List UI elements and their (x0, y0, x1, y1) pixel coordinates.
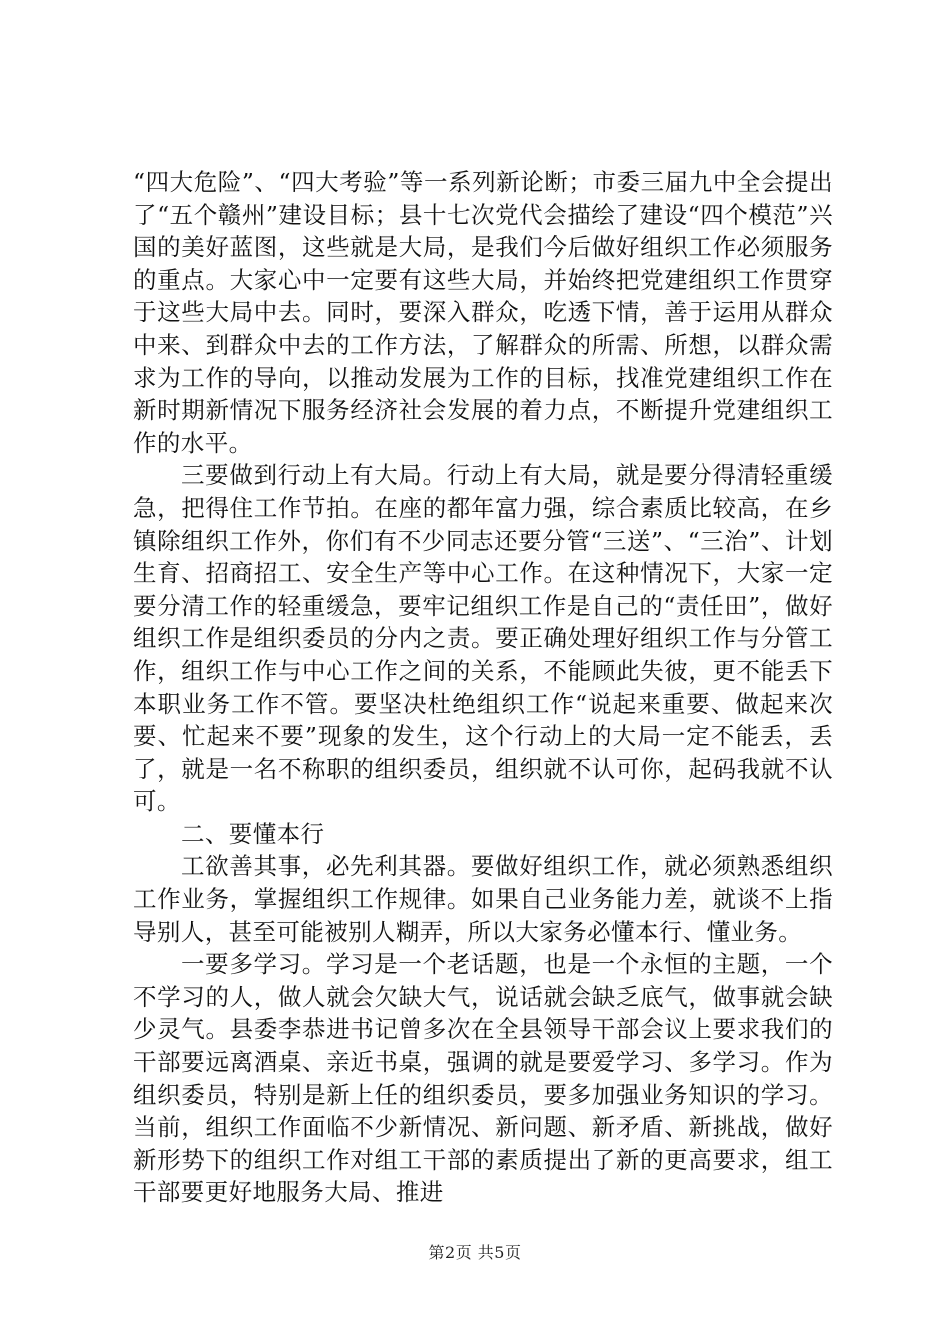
document-body (133, 166, 833, 1209)
paragraph-4: 一要多学习。学习是一个老话题，也是一个永恒的主题，一个不学习的人，做人就会欠缺大气，说话就会缺乏底气，做事就会缺少灵气。县委李恭进书记曾多次在全县领导干部会议上要求我们的干部要远离酒桌、亲近书桌，强调的就是要爱学习、多学习。作为组织委员，特别是新上任的组织委员，要多加强业务知识的学习。当前，组织工作面临不少新情况、新问题、新矛盾、新挑战，做好新形势下的组织工作对组工干部的素质提出了新的更高要求，组工干部要更好地服务大局、推进 (133, 950, 833, 1207)
paragraph-2: 三要做到行动上有大局。行动上有大局，就是要分得清轻重缓急，把得住工作节拍。在座的都年富力强，综合素质比较高，在乡镇除组织工作外，你们有不少同志还要分管“三送”、“三治”、计划生育、招商招工、安全生产等中心工作。在这种情况下，大家一定要分清工作的轻重缓急，要牢记组织工作是自己的“责任田”，做好组织工作是组织委员的分内之责。要正确处理好组织工作与分管工作，组织工作与中心工作之间的关系，不能顾此失彼，更不能丢下本职业务工作不管。要坚决杜绝组织工作“说起来重要、做起来次要、忙起来不要”现象的发生，这个行动上的大局一定不能丢，丢了，就是一名不称职的组织委员，组织就不认可你，起码我就不认可。 (133, 461, 833, 816)
page-number-footer: 第2页 共5页 (428, 1243, 522, 1262)
paragraph-1: “四大危险”、“四大考验”等一系列新论断；市委三届九中全会提出了“五个赣州”建设目标；县十七次党代会描绘了建设“四个模范”兴国的美好蓝图，这些就是大局，是我们今后做好组织工作必须服务的重点。大家心中一定要有这些大局，并始终把党建组织工作贯穿于这些大局中去。同时，要深入群众，吃透下情，善于运用从群众中来、到群众中去的工作方法，了解群众的所需、所想，以群众需求为工作的导向，以推动发展为工作的目标，找准党建组织工作在新时期新情况下服务经济社会发展的着力点，不断提升党建组织工作的水平。 (133, 168, 833, 457)
paragraph-3: 工欲善其事，必先利其器。要做好组织工作，就必须熟悉组织工作业务，掌握组织工作规律。如果自己业务能力差，就谈不上指导别人，甚至可能被别人糊弄，所以大家务必懂本行、懂业务。 (133, 852, 833, 946)
section-heading: 二、要懂本行 (181, 819, 325, 848)
